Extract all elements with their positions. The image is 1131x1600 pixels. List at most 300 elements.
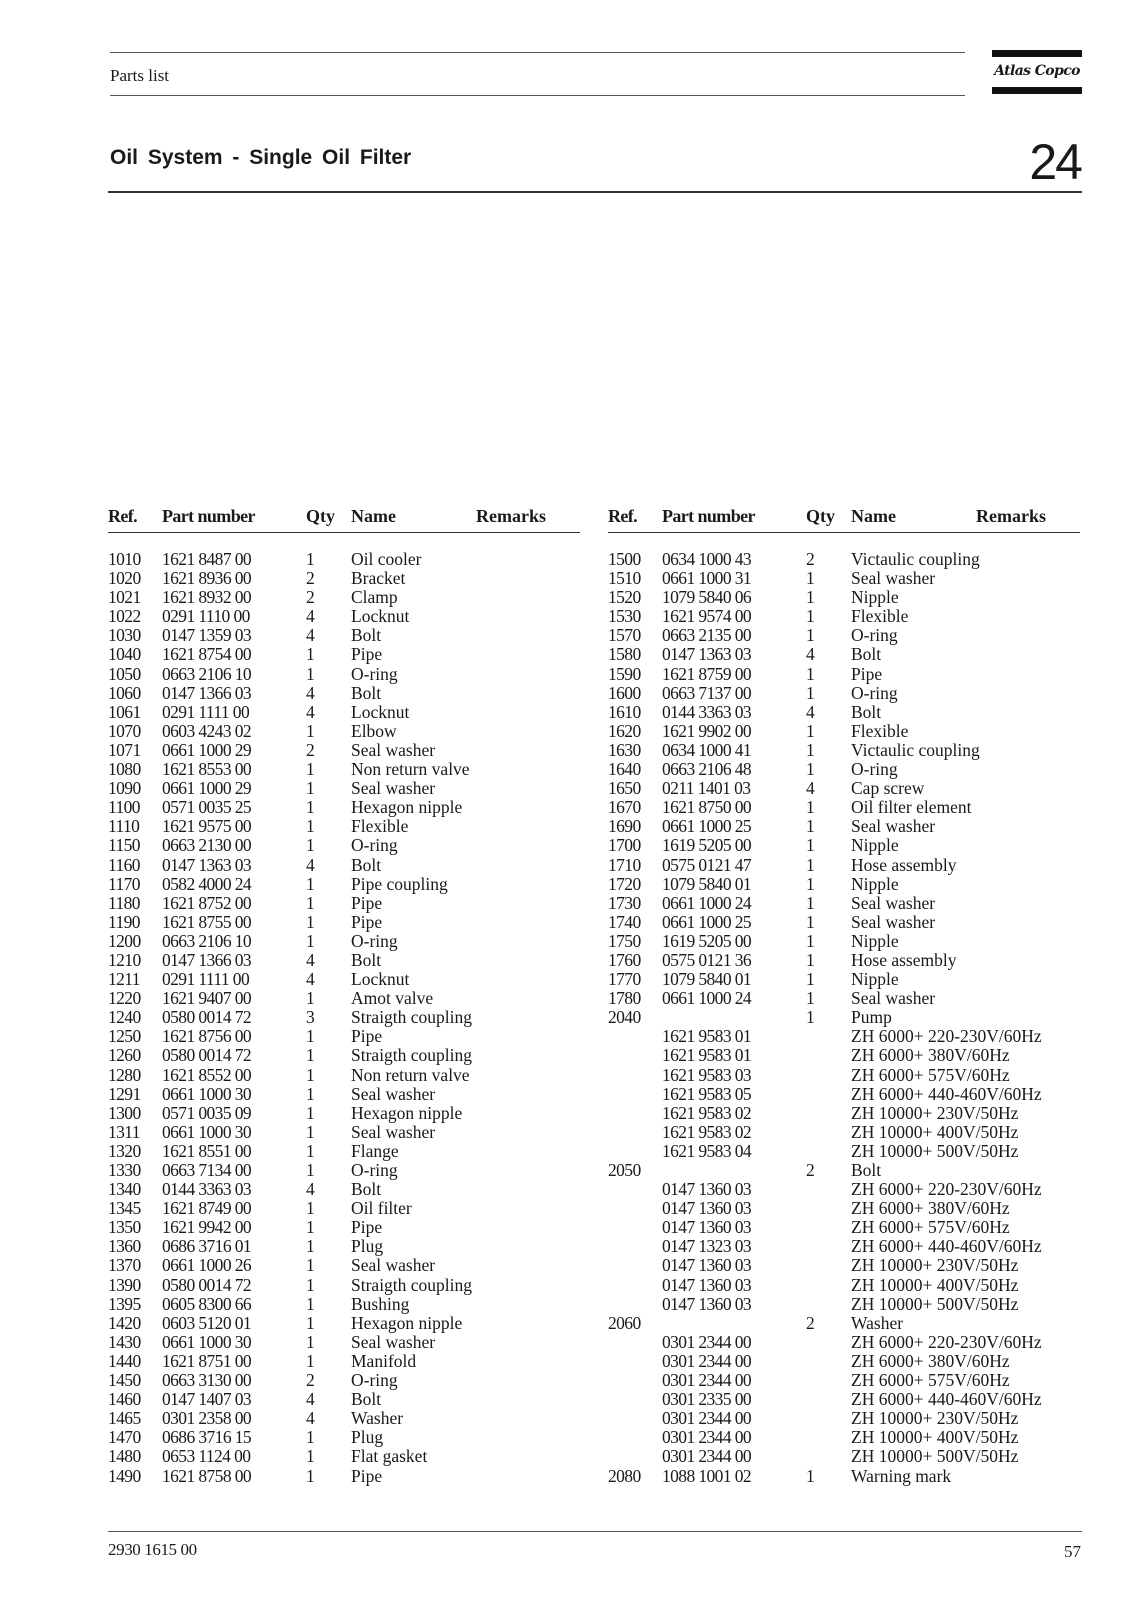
- row-part-number: 1621 8755 00: [162, 911, 252, 932]
- row-qty: 1: [306, 1350, 315, 1371]
- row-qty: 1: [306, 1045, 315, 1066]
- section-label: Parts list: [110, 66, 170, 85]
- row-ref: 1750: [608, 930, 641, 951]
- row-ref: 1311: [108, 1121, 140, 1142]
- row-name: Non return valve: [351, 759, 470, 780]
- row-ref: 1650: [608, 778, 641, 799]
- table-row: [608, 607, 1080, 626]
- row-ref: 1070: [108, 720, 141, 741]
- row-part-number: 0663 2135 00: [662, 625, 752, 646]
- row-qty: 4: [306, 1179, 315, 1200]
- table-row: [108, 569, 580, 588]
- row-name: ZH 10000+ 230V/50Hz: [851, 1255, 1019, 1276]
- parts-table-left: [108, 506, 580, 1486]
- row-part-number: 0147 1360 03: [662, 1274, 752, 1295]
- row-name: Seal washer: [351, 778, 436, 799]
- row-ref: 1010: [108, 549, 141, 569]
- row-part-number: 1621 8749 00: [162, 1198, 252, 1219]
- row-name: Nipple: [851, 930, 899, 951]
- row-name: Seal washer: [851, 816, 936, 837]
- row-part-number: 0291 1110 00: [162, 606, 250, 627]
- row-part-number: 0634 1000 41: [662, 739, 752, 760]
- row-ref: 1610: [608, 701, 641, 722]
- row-name: Washer: [851, 1312, 904, 1333]
- row-part-number: 0580 0014 72: [162, 1007, 252, 1028]
- row-part-number: 0147 1363 03: [162, 854, 252, 875]
- row-qty: 2: [806, 1160, 815, 1180]
- row-part-number: 1621 9942 00: [162, 1217, 252, 1238]
- row-part-number: 0301 2358 00: [162, 1408, 252, 1429]
- table-row: [108, 1447, 580, 1466]
- row-name: Plug: [351, 1427, 384, 1448]
- row-ref: 1720: [608, 873, 641, 894]
- table-row: [108, 1314, 580, 1333]
- table-row: [608, 894, 1080, 913]
- row-name: ZH 6000+ 440-460V/60Hz: [851, 1083, 1042, 1104]
- row-ref: 1061: [108, 701, 141, 722]
- row-name: Bolt: [351, 1179, 382, 1200]
- row-name: Pump: [851, 1007, 892, 1028]
- row-qty: 4: [806, 644, 815, 665]
- row-part-number: 1621 8759 00: [662, 663, 752, 684]
- row-qty: 1: [306, 835, 315, 856]
- row-ref: 1080: [108, 759, 141, 780]
- row-qty: 1: [806, 873, 815, 894]
- table-row: [108, 1066, 580, 1085]
- row-name: Straigth coupling: [351, 1007, 473, 1028]
- table-row: [108, 626, 580, 645]
- row-name: Seal washer: [351, 1255, 436, 1276]
- row-part-number: 0301 2344 00: [662, 1331, 752, 1352]
- row-name: ZH 6000+ 380V/60Hz: [851, 1198, 1010, 1219]
- row-name: Pipe: [351, 1465, 383, 1486]
- row-part-number: 0147 1323 03: [662, 1236, 752, 1257]
- table-row: [608, 1467, 1080, 1486]
- table-row: [608, 741, 1080, 760]
- row-ref: 1440: [108, 1350, 141, 1371]
- table-row: [108, 722, 580, 741]
- row-part-number: 0580 0014 72: [162, 1274, 252, 1295]
- table-row: [108, 760, 580, 779]
- row-part-number: 0663 7137 00: [662, 682, 752, 703]
- row-name: Pipe: [351, 1026, 383, 1047]
- row-qty: 1: [806, 969, 815, 990]
- row-ref: 1240: [108, 1007, 141, 1028]
- row-qty: 1: [806, 682, 815, 703]
- table-row: [608, 626, 1080, 645]
- row-name: Washer: [351, 1408, 404, 1429]
- row-ref: 1420: [108, 1312, 141, 1333]
- row-ref: 1490: [108, 1465, 141, 1486]
- row-part-number: 0147 1360 03: [662, 1217, 752, 1238]
- row-ref: 1640: [608, 759, 641, 780]
- row-qty: 1: [806, 797, 815, 818]
- row-part-number: 0580 0014 72: [162, 1045, 252, 1066]
- table-row: [108, 875, 580, 894]
- table-row: [608, 1104, 1080, 1123]
- row-qty: 4: [306, 969, 315, 990]
- row-qty: 1: [806, 625, 815, 646]
- row-part-number: 1079 5840 01: [662, 969, 752, 990]
- row-part-number: 1621 9902 00: [662, 720, 752, 741]
- row-ref: 1690: [608, 816, 641, 837]
- row-part-number: 1621 9407 00: [162, 988, 252, 1009]
- table-row: [108, 913, 580, 932]
- row-qty: 1: [806, 930, 815, 951]
- table-row: [608, 1352, 1080, 1371]
- table-row: [608, 1333, 1080, 1352]
- row-ref: 1450: [108, 1370, 141, 1391]
- table-row: [108, 1046, 580, 1065]
- row-ref: 1620: [608, 720, 641, 741]
- row-ref: 1430: [108, 1331, 141, 1352]
- table-row: [108, 1333, 580, 1352]
- row-qty: 1: [306, 1293, 315, 1314]
- row-part-number: 0147 1366 03: [162, 682, 252, 703]
- row-part-number: 0291 1111 00: [162, 969, 250, 990]
- row-part-number: 0582 4000 24: [162, 873, 252, 894]
- table-row: [608, 1256, 1080, 1275]
- header-name: Name: [351, 506, 396, 526]
- row-name: Flange: [351, 1140, 399, 1161]
- row-name: Nipple: [851, 587, 899, 608]
- row-part-number: 1079 5840 01: [662, 873, 752, 894]
- row-name: ZH 6000+ 575V/60Hz: [851, 1217, 1010, 1238]
- table-row: [108, 1371, 580, 1390]
- row-part-number: 0603 4243 02: [162, 720, 252, 741]
- table-row: [108, 1352, 580, 1371]
- row-ref: 1150: [108, 835, 140, 856]
- table-row: [108, 550, 580, 569]
- row-ref: 1211: [108, 969, 140, 990]
- row-ref: 2060: [608, 1312, 641, 1333]
- table-row: [608, 798, 1080, 817]
- table-row: [108, 932, 580, 951]
- row-ref: 1022: [108, 606, 141, 627]
- row-part-number: 0147 1360 03: [662, 1198, 752, 1219]
- row-ref: 1180: [108, 892, 140, 913]
- row-ref: 2050: [608, 1160, 641, 1180]
- row-name: Locknut: [351, 969, 410, 990]
- table-row: [108, 1390, 580, 1409]
- table-row: [108, 1199, 580, 1218]
- table-row: [108, 588, 580, 607]
- row-part-number: 0211 1401 03: [662, 778, 751, 799]
- row-name: Bolt: [351, 682, 382, 703]
- table-row: [608, 836, 1080, 855]
- row-part-number: 1621 8552 00: [162, 1064, 252, 1085]
- row-ref: 1390: [108, 1274, 141, 1295]
- row-name: ZH 10000+ 500V/50Hz: [851, 1446, 1019, 1467]
- row-part-number: 1621 9583 02: [662, 1102, 752, 1123]
- table-row: [608, 1180, 1080, 1199]
- table-row: [608, 1371, 1080, 1390]
- row-qty: 1: [806, 720, 815, 741]
- row-ref: 1320: [108, 1140, 141, 1161]
- table-row: [108, 1467, 580, 1486]
- header-ref: Ref.: [608, 506, 638, 526]
- header-rule-bottom: [110, 95, 965, 96]
- row-ref: 1710: [608, 854, 641, 875]
- row-name: Seal washer: [351, 739, 436, 760]
- row-name: ZH 6000+ 575V/60Hz: [851, 1370, 1010, 1391]
- row-ref: 1470: [108, 1427, 141, 1448]
- row-qty: 2: [306, 568, 315, 589]
- table-row: [608, 1428, 1080, 1447]
- table-row: [608, 1066, 1080, 1085]
- table-row: [608, 989, 1080, 1008]
- table-row: [608, 913, 1080, 932]
- row-part-number: 0661 1000 30: [162, 1121, 252, 1142]
- row-ref: 1280: [108, 1064, 141, 1085]
- row-name: ZH 10000+ 500V/50Hz: [851, 1293, 1019, 1314]
- row-name: Bolt: [351, 854, 382, 875]
- table-row: [108, 1409, 580, 1428]
- row-ref: 1220: [108, 988, 141, 1009]
- row-ref: 1530: [608, 606, 641, 627]
- row-qty: 2: [806, 1312, 815, 1333]
- row-qty: 1: [806, 663, 815, 684]
- table-row: [608, 1085, 1080, 1104]
- table-row: [608, 951, 1080, 970]
- row-name: Pipe: [351, 644, 383, 665]
- row-ref: 1510: [608, 568, 641, 589]
- section-number: 24: [1029, 134, 1081, 190]
- page-number: 57: [1064, 1542, 1081, 1561]
- row-name: Bolt: [851, 1160, 882, 1180]
- row-ref: 1100: [108, 797, 140, 818]
- header-qty: Qty: [806, 506, 835, 526]
- row-ref: 1300: [108, 1102, 141, 1123]
- row-qty: 4: [306, 625, 315, 646]
- row-qty: 4: [806, 778, 815, 799]
- row-part-number: 0147 1360 03: [662, 1293, 752, 1314]
- row-qty: 1: [306, 1198, 315, 1219]
- row-name: Seal washer: [851, 911, 936, 932]
- table-row: [608, 1295, 1080, 1314]
- row-ref: 1600: [608, 682, 641, 703]
- row-name: Seal washer: [851, 892, 936, 913]
- row-name: Oil cooler: [351, 549, 422, 569]
- row-qty: 1: [806, 816, 815, 837]
- table-row: [608, 1237, 1080, 1256]
- row-qty: 1: [306, 816, 315, 837]
- row-qty: 1: [306, 759, 315, 780]
- table-row: [108, 607, 580, 626]
- row-name: Pipe coupling: [351, 873, 448, 894]
- row-ref: 1040: [108, 644, 141, 665]
- row-name: Elbow: [351, 720, 397, 741]
- row-ref: 1780: [608, 988, 641, 1009]
- row-qty: 1: [806, 835, 815, 856]
- header-remarks: Remarks: [476, 506, 546, 526]
- brand-logo: [992, 50, 1082, 94]
- row-part-number: 0605 8300 66: [162, 1293, 252, 1314]
- row-part-number: 0571 0035 25: [162, 797, 252, 818]
- row-ref: 1030: [108, 625, 141, 646]
- row-qty: 1: [306, 892, 315, 913]
- row-qty: 4: [306, 854, 315, 875]
- row-ref: 2040: [608, 1007, 641, 1028]
- row-ref: 1760: [608, 949, 641, 970]
- row-name: Locknut: [351, 701, 410, 722]
- row-part-number: 1621 9574 00: [662, 606, 752, 627]
- table-header: [108, 506, 580, 533]
- row-qty: 1: [306, 1312, 315, 1333]
- row-part-number: 1621 8487 00: [162, 549, 252, 569]
- title-rule: [108, 191, 1082, 193]
- row-name: Seal washer: [351, 1121, 436, 1142]
- row-name: Bracket: [351, 568, 406, 589]
- row-qty: 1: [806, 606, 815, 627]
- row-name: Pipe: [351, 1217, 383, 1238]
- table-row: [608, 665, 1080, 684]
- row-ref: 1090: [108, 778, 141, 799]
- header-ref: Ref.: [108, 506, 138, 526]
- row-part-number: 0147 1363 03: [662, 644, 752, 665]
- table-row: [608, 970, 1080, 989]
- row-name: Straigth coupling: [351, 1274, 473, 1295]
- row-name: Seal washer: [851, 568, 936, 589]
- row-ref: 1460: [108, 1389, 141, 1410]
- row-part-number: 0661 1000 30: [162, 1083, 252, 1104]
- row-name: Bushing: [351, 1293, 410, 1314]
- row-part-number: 0301 2344 00: [662, 1408, 752, 1429]
- row-part-number: 1621 9583 03: [662, 1064, 752, 1085]
- row-qty: 1: [306, 644, 315, 665]
- row-ref: 1050: [108, 663, 141, 684]
- row-ref: 1071: [108, 739, 141, 760]
- row-name: Nipple: [851, 835, 899, 856]
- row-name: ZH 10000+ 400V/50Hz: [851, 1274, 1019, 1295]
- row-ref: 1700: [608, 835, 641, 856]
- row-qty: 1: [806, 759, 815, 780]
- table-row: [608, 760, 1080, 779]
- row-ref: 1465: [108, 1408, 141, 1429]
- row-name: Seal washer: [351, 1083, 436, 1104]
- table-row: [108, 1085, 580, 1104]
- table-row: [608, 856, 1080, 875]
- row-ref: 1770: [608, 969, 641, 990]
- row-name: Plug: [351, 1236, 384, 1257]
- table-row: [108, 779, 580, 798]
- row-ref: 1630: [608, 739, 641, 760]
- table-row: [608, 1008, 1080, 1027]
- row-ref: 1020: [108, 568, 141, 589]
- row-part-number: 0301 2344 00: [662, 1427, 752, 1448]
- row-ref: 1350: [108, 1217, 141, 1238]
- row-ref: 1160: [108, 854, 140, 875]
- table-row: [608, 1123, 1080, 1142]
- table-row: [608, 1314, 1080, 1333]
- table-row: [608, 722, 1080, 741]
- row-name: O-ring: [351, 1370, 398, 1391]
- table-row: [108, 1008, 580, 1027]
- table-row: [108, 951, 580, 970]
- row-part-number: 1621 8936 00: [162, 568, 252, 589]
- row-qty: 1: [306, 1255, 315, 1276]
- row-name: O-ring: [851, 759, 898, 780]
- row-qty: 4: [306, 949, 315, 970]
- row-name: O-ring: [351, 663, 398, 684]
- row-name: Pipe: [851, 663, 883, 684]
- row-part-number: 1621 9583 05: [662, 1083, 752, 1104]
- row-ref: 1190: [108, 911, 140, 932]
- table-row: [608, 1142, 1080, 1161]
- row-name: Oil filter element: [851, 797, 972, 818]
- row-part-number: 0147 1407 03: [162, 1389, 252, 1410]
- row-part-number: 0661 1000 29: [162, 778, 252, 799]
- table-row: [108, 1428, 580, 1447]
- row-part-number: 0575 0121 47: [662, 854, 752, 875]
- row-part-number: 1079 5840 06: [662, 587, 752, 608]
- row-qty: 1: [306, 1236, 315, 1257]
- row-qty: 1: [306, 1465, 315, 1486]
- table-row: [108, 1276, 580, 1295]
- row-ref: 1345: [108, 1198, 141, 1219]
- row-qty: 1: [306, 1026, 315, 1047]
- parts-table-right: [608, 506, 1080, 1486]
- row-part-number: 1621 9575 00: [162, 816, 252, 837]
- row-qty: 1: [306, 1121, 315, 1142]
- table-row: [108, 1123, 580, 1142]
- row-qty: 1: [806, 988, 815, 1009]
- footer-rule: [108, 1531, 1082, 1532]
- row-qty: 1: [306, 663, 315, 684]
- row-qty: 4: [306, 606, 315, 627]
- table-row: [608, 1046, 1080, 1065]
- row-qty: 1: [306, 1140, 315, 1161]
- table-row: [608, 779, 1080, 798]
- row-ref: 1340: [108, 1179, 141, 1200]
- row-part-number: 0663 2130 00: [162, 835, 252, 856]
- row-part-number: 1621 8751 00: [162, 1350, 252, 1371]
- row-name: Flexible: [351, 816, 409, 837]
- row-name: ZH 10000+ 400V/50Hz: [851, 1427, 1019, 1448]
- row-name: ZH 6000+ 220-230V/60Hz: [851, 1026, 1042, 1047]
- table-row: [108, 1237, 580, 1256]
- row-part-number: 1621 8752 00: [162, 892, 252, 913]
- row-qty: 1: [306, 988, 315, 1009]
- table-body: [108, 550, 580, 1486]
- table-row: [608, 817, 1080, 836]
- row-qty: 1: [806, 568, 815, 589]
- table-row: [608, 703, 1080, 722]
- row-part-number: 1621 8750 00: [662, 797, 752, 818]
- row-qty: 1: [306, 1217, 315, 1238]
- header-rule-top: [110, 52, 965, 53]
- row-part-number: 1621 8553 00: [162, 759, 252, 780]
- table-row: [108, 1104, 580, 1123]
- row-qty: 1: [306, 549, 315, 569]
- row-name: Bolt: [351, 949, 382, 970]
- row-part-number: 1621 8758 00: [162, 1465, 252, 1486]
- header-part-number: Part number: [662, 506, 755, 526]
- row-ref: 1580: [608, 644, 641, 665]
- row-name: Victaulic coupling: [851, 549, 980, 569]
- row-part-number: 1621 8756 00: [162, 1026, 252, 1047]
- table-row: [108, 684, 580, 703]
- row-name: Victaulic coupling: [851, 739, 980, 760]
- row-qty: 1: [306, 1160, 315, 1180]
- row-part-number: 0603 5120 01: [162, 1312, 252, 1333]
- row-part-number: 0663 2106 48: [662, 759, 752, 780]
- row-part-number: 0686 3716 01: [162, 1236, 252, 1257]
- logo-wordmark: Atlas Copco: [994, 63, 1080, 79]
- row-qty: 2: [306, 1370, 315, 1391]
- row-part-number: 0663 2106 10: [162, 930, 252, 951]
- table-header: [608, 506, 1080, 533]
